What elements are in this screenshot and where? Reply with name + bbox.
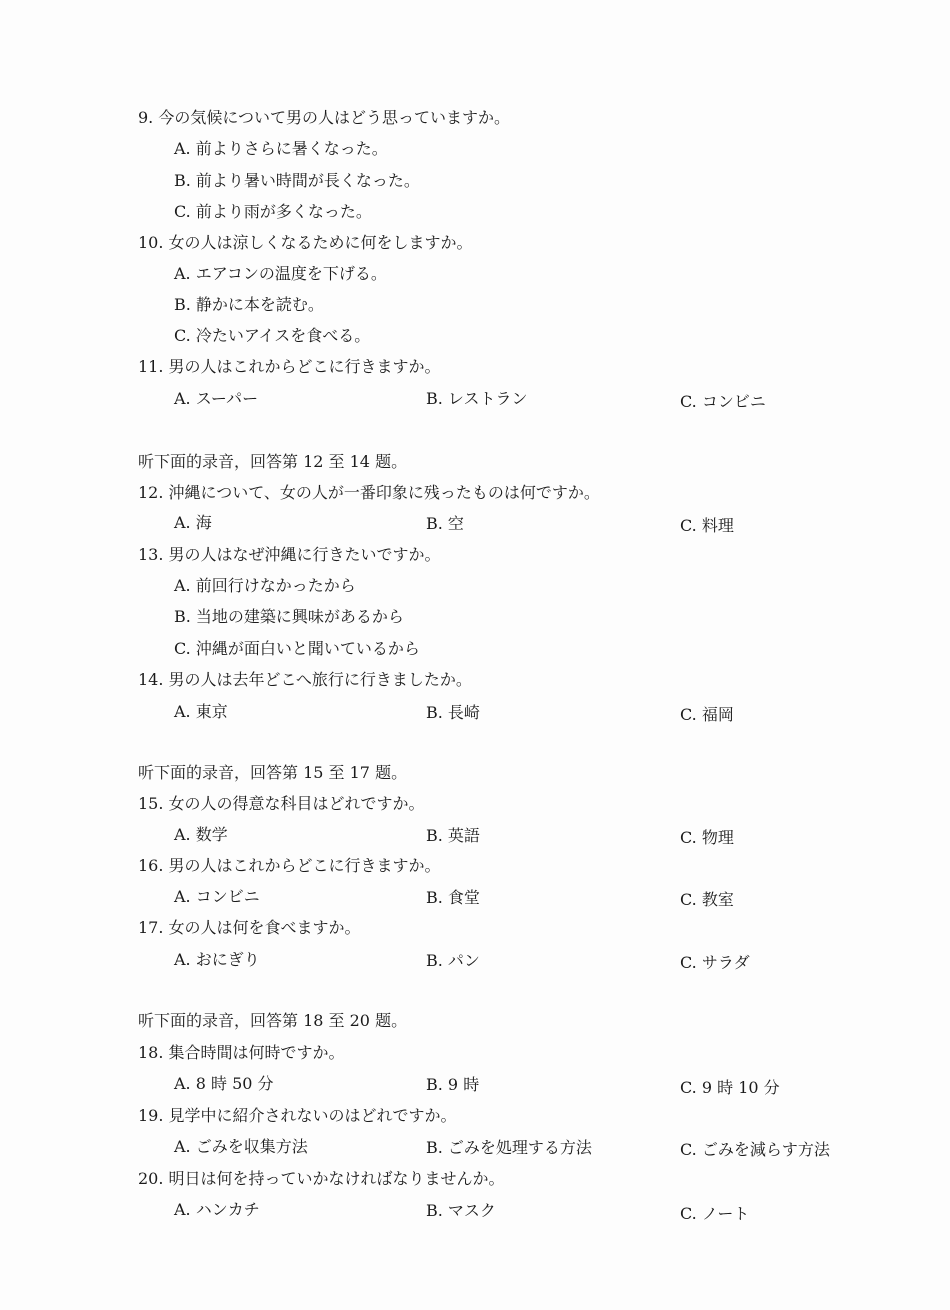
question-10-option-c: C. 冷たいアイスを食べる。 xyxy=(174,326,371,345)
question-11-option-c: C. コンビニ xyxy=(680,392,766,411)
question-12-option-a: A. 海 xyxy=(174,513,212,532)
question-16-stem: 16. 男の人はこれからどこに行きますか。 xyxy=(138,856,441,875)
question-20-option-c: C. ノート xyxy=(680,1204,750,1223)
question-13-option-b: B. 当地の建築に興味があるから xyxy=(174,607,404,626)
question-9-option-a: A. 前よりさらに暑くなった。 xyxy=(174,139,388,158)
question-15-option-c: C. 物理 xyxy=(680,828,734,847)
question-18-option-c: C. 9 時 10 分 xyxy=(680,1078,780,1097)
question-20-option-b: B. マスク xyxy=(426,1201,496,1220)
question-17-option-b: B. パン xyxy=(426,951,480,970)
section-heading-12-14: 听下面的录音，回答第 12 至 14 题。 xyxy=(138,452,408,471)
question-19-option-a: A. ごみを収集方法 xyxy=(174,1137,308,1156)
question-13-stem: 13. 男の人はなぜ沖縄に行きたいですか。 xyxy=(138,545,441,564)
question-16-option-c: C. 教室 xyxy=(680,890,734,909)
question-17-option-a: A. おにぎり xyxy=(174,950,260,969)
question-10-option-b: B. 静かに本を読む。 xyxy=(174,295,324,314)
section-heading-15-17: 听下面的录音，回答第 15 至 17 题。 xyxy=(138,763,408,782)
question-15-stem: 15. 女の人の得意な科目はどれですか。 xyxy=(138,794,425,813)
question-16-option-a: A. コンビニ xyxy=(174,887,260,906)
question-13-option-a: A. 前回行けなかったから xyxy=(174,576,356,595)
question-19-option-b: B. ごみを処理する方法 xyxy=(426,1138,592,1157)
question-11-option-b: B. レストラン xyxy=(426,389,528,408)
question-12-option-b: B. 空 xyxy=(426,514,464,533)
section-heading-18-20: 听下面的录音，回答第 18 至 20 题。 xyxy=(138,1011,408,1030)
question-14-option-b: B. 長崎 xyxy=(426,703,480,722)
question-18-option-a: A. 8 時 50 分 xyxy=(174,1074,274,1093)
question-14-option-a: A. 東京 xyxy=(174,702,228,721)
question-11-option-a: A. スーパー xyxy=(174,389,259,408)
question-19-option-c: C. ごみを減らす方法 xyxy=(680,1140,830,1159)
question-19-stem: 19. 見学中に紹介されないのはどれですか。 xyxy=(138,1106,457,1125)
question-10-option-a: A. エアコンの温度を下げる。 xyxy=(174,264,387,283)
question-18-option-b: B. 9 時 xyxy=(426,1075,480,1094)
question-20-option-a: A. ハンカチ xyxy=(174,1200,260,1219)
question-16-option-b: B. 食堂 xyxy=(426,888,480,907)
question-18-stem: 18. 集合時間は何時ですか。 xyxy=(138,1043,345,1062)
question-14-option-c: C. 福岡 xyxy=(680,705,734,724)
question-11-stem: 11. 男の人はこれからどこに行きますか。 xyxy=(138,357,441,376)
question-12-stem: 12. 沖縄について、女の人が一番印象に残ったものは何ですか。 xyxy=(138,483,600,502)
question-9-option-b: B. 前より暑い時間が長くなった。 xyxy=(174,171,420,190)
question-20-stem: 20. 明日は何を持っていかなければなりませんか。 xyxy=(138,1169,505,1188)
question-17-stem: 17. 女の人は何を食べますか。 xyxy=(138,918,361,937)
question-12-option-c: C. 料理 xyxy=(680,516,734,535)
question-9-option-c: C. 前より雨が多くなった。 xyxy=(174,202,372,221)
question-15-option-a: A. 数学 xyxy=(174,825,228,844)
question-10-stem: 10. 女の人は涼しくなるために何をしますか。 xyxy=(138,233,473,252)
question-14-stem: 14. 男の人は去年どこへ旅行に行きましたか。 xyxy=(138,670,472,689)
question-9-stem: 9. 今の気候について男の人はどう思っていますか。 xyxy=(138,108,511,127)
question-15-option-b: B. 英語 xyxy=(426,826,480,845)
question-17-option-c: C. サラダ xyxy=(680,953,750,972)
question-13-option-c: C. 沖縄が面白いと聞いているから xyxy=(174,639,420,658)
